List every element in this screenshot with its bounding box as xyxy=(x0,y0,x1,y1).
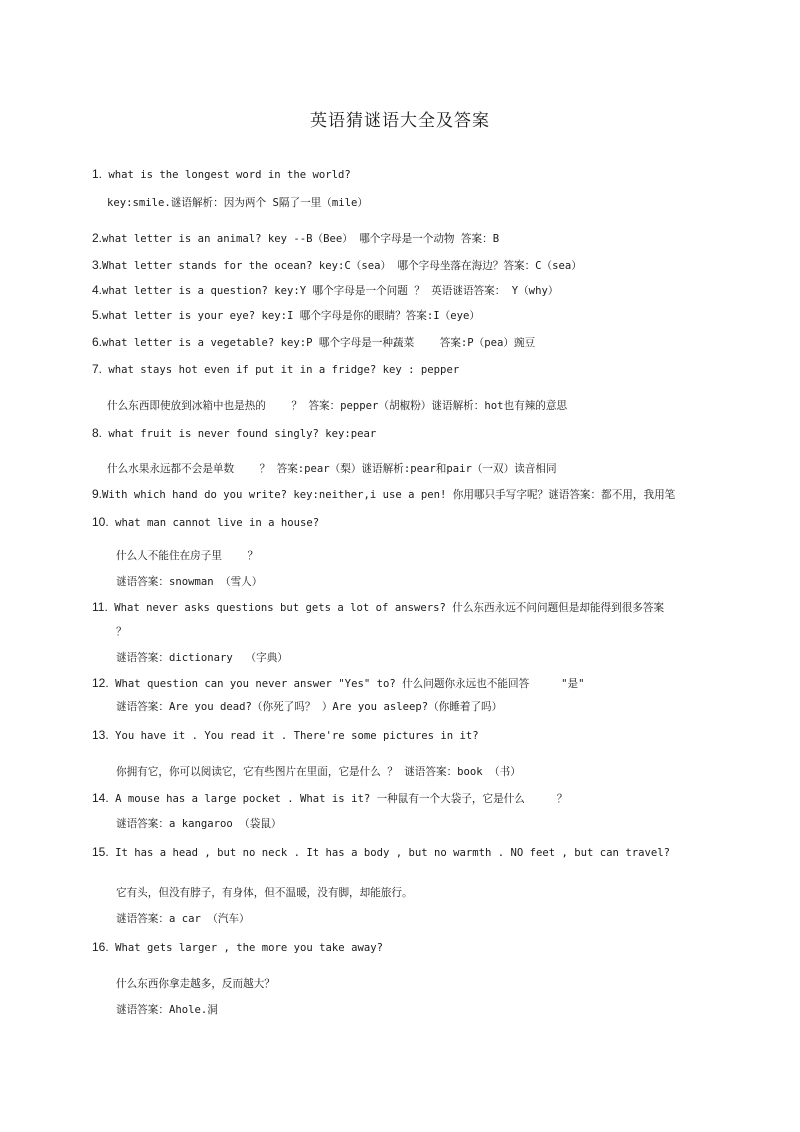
riddle-line: 什么东西你拿走越多，反而越大？ xyxy=(116,978,275,990)
riddle-line: key:smile.谜语解析：因为两个 S隔了一里（mile） xyxy=(107,197,368,209)
riddle-line: 7. what stays hot even if put it in a fridge? key : pepper xyxy=(92,362,460,376)
riddle-line: 谜语答案：Are you dead?（你死了吗？ ）Are you asleep?（你睡着了吗） xyxy=(116,701,503,713)
riddle-line: 谜语答案：dictionary （字典） xyxy=(116,652,288,664)
riddle-line: 5.what letter is your eye? key:I 哪个字母是你的眼睛？答案:I（eye） xyxy=(92,308,480,322)
riddle-line: 谜语答案：a kangaroo （袋鼠） xyxy=(116,818,282,830)
riddle-line: 什么水果永远都不会是单数 ？ 答案:pear（梨）谜语解析:pear和pair（一双）读音相同 xyxy=(107,463,557,475)
riddle-line: 3.What letter stands for the ocean? key:C（sea） 哪个字母坐落在海边？答案：C（sea） xyxy=(92,258,582,272)
riddle-line: 14. A mouse has a large pocket . What is it? 一种鼠有一个大袋子，它是什么 ？ xyxy=(92,791,568,805)
page-title: 英语猜谜语大全及答案 xyxy=(310,111,490,131)
riddle-line: 你拥有它，你可以阅读它，它有些图片在里面，它是什么 ？ 谜语答案：book （书） xyxy=(116,766,521,778)
riddle-line: 什么人不能住在房子里 ？ xyxy=(116,550,259,562)
riddle-line: 6.what letter is a vegetable? key:P 哪个字母是一种蔬菜 答案:P（pea）豌豆 xyxy=(92,335,536,349)
riddle-line: 谜语答案：a car （汽车） xyxy=(116,913,250,925)
riddle-line: 15. It has a head , but no neck . It has a body , but no warmth . NO feet , but can travel? xyxy=(92,845,670,859)
riddle-line: 8. what fruit is never found singly? key:pear xyxy=(92,426,377,440)
riddle-line: 什么东西即使放到冰箱中也是热的 ？ 答案：pepper（胡椒粉）谜语解析：hot也有辣的意思 xyxy=(107,400,568,412)
riddle-line: 4.what letter is a question? key:Y 哪个字母是一个问题 ？ 英语谜语答案： Y（why） xyxy=(92,283,559,297)
riddle-line: 11. What never asks questions but gets a lot of answers? 什么东西永远不问问题但是却能得到很多答案 xyxy=(92,600,665,614)
riddle-line: 16. What gets larger , the more you take away? xyxy=(92,940,383,954)
riddle-line: ？ xyxy=(116,626,127,638)
riddle-line: 12. What question can you never answer "Yes" to? 什么问题你永远也不能回答 "是" xyxy=(92,676,585,690)
riddle-line: 1. what is the longest word in the world? xyxy=(92,167,351,181)
riddle-line: 它有头，但没有脖子，有身体，但不温暖，没有脚，却能旅行。 xyxy=(116,887,413,899)
riddle-line: 谜语答案：snowman （雪人） xyxy=(116,576,263,588)
riddle-line: 9.With which hand do you write? key:neither,i use a pen! 你用哪只手写字呢？谜语答案：都不用，我用笔 xyxy=(92,487,676,501)
riddle-line: 13. You have it . You read it . There're some pictures in it? xyxy=(92,728,479,742)
riddle-line: 谜语答案：Ahole.洞 xyxy=(116,1004,218,1016)
riddle-line: 2.what letter is an animal? key --B（Bee） 哪个字母是一个动物 答案：B xyxy=(92,231,500,245)
riddle-line: 10. what man cannot live in a house? xyxy=(92,515,320,529)
